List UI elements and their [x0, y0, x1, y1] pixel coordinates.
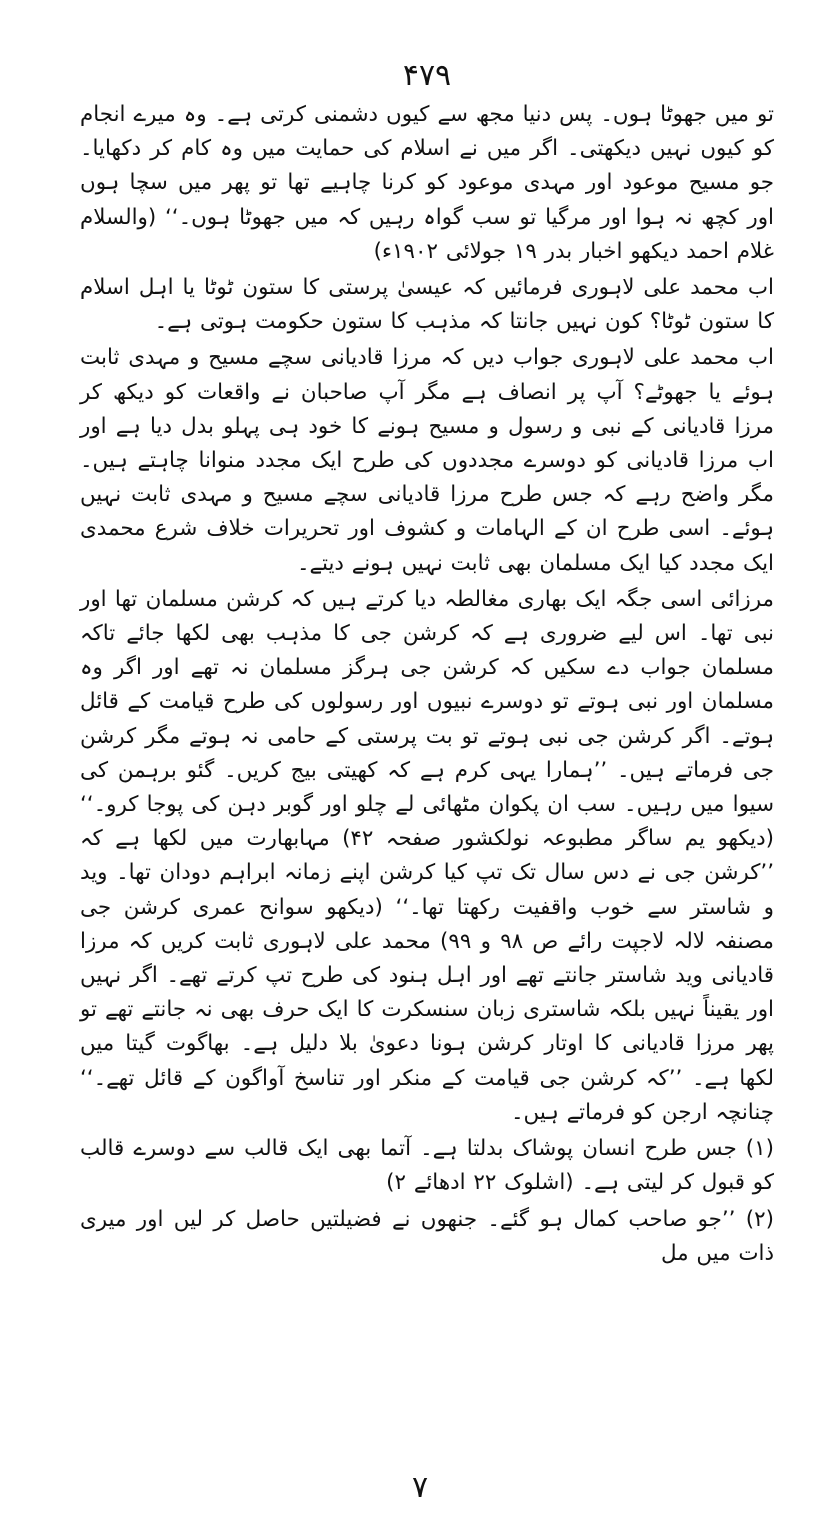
paragraph-pillar-question: اب محمد علی لاہوری فرمائیں کہ عیسیٰ پرستی کا ستون ٹوٹا یا اہل اسلام کا ستون ٹوٹا؟ کون نہیں جانتا کہ مذہب کا ستون حکومت ہوتی ہے۔ [80, 275, 774, 335]
paragraph-krishna-argument: مرزائی اسی جگہ ایک بھاری مغالطہ دیا کرتے ہیں کہ کرشن مسلمان تھا اور نبی تھا۔ اس لیے ضروری ہے کہ کرشن جی کا مذہب بھی لکھا جائے تاکہ مسلمان جواب دے سکیں کہ کرشن جی ہرگز مسلمان نہ تھے اور اگر وہ مسلمان اور نبی ہوتے تو دوسرے نبیوں اور رسولوں کی طرح قیامت کے قائل ہوتے۔ اگر کرشن جی نبی ہوتے تو بت پرستی کے حامی نہ ہوتے مگر کرشن جی فرماتے ہیں۔ ’’ہمارا یہی کرم ہے کہ کھیتی بیج کریں۔ گئو برہمن کی سیوا میں رہیں۔ سب ان پکوان مٹھائی لے چلو اور گوبر دہن کی پوجا کرو۔‘‘ (دیکھو یم ساگر مطبوعہ نولکشور صفحہ ۴۲) مہابھارت میں لکھا ہے کہ ’’کرشن جی نے دس سال تک تپ کیا کرشن اپنے زمانہ ابراہم دودان تھا۔ وید و شاستر سے خوب واقفیت رکھتا تھا۔‘‘ (دیکھو سوانح عمری کرشن جی مصنفہ لالہ لاجپت رائے ص ۹۸ و ۹۹) محمد علی لاہوری ثابت کریں کہ مرزا قادیانی وید شاستر جانتے تھے اور اہل ہنود کی طرح تپ کرتے تھے۔ اگر نہیں اور یقیناً نہیں بلکہ شاستری زبان سنسکرت کا ایک حرف بھی نہ جانتے تھے تو پھر مرزا قادیانی کا اوتار کرشن ہونا دعویٰ بلا دلیل ہے۔ بھاگوت گیتا میں لکھا ہے۔ ’’کہ کرشن جی قیامت کے منکر اور تناسخ آواگون کے قائل تھے۔‘‘ چنانچہ ارجن کو فرماتے ہیں۔ [80, 586, 774, 1125]
page-footer-mark: ۷ [411, 1470, 429, 1505]
paragraph-mujaddid-claim: اب محمد علی لاہوری جواب دیں کہ مرزا قادیانی سچے مسیح و مہدی ثابت ہوئے یا جھوٹے؟ آپ پر انصاف ہے مگر آپ صاحبان نے واقعات کو دیکھ کر مرزا قادیانی کے نبی و رسول و مسیح ہونے کا خود ہی پہلو بدل دیا ہے اور اب مرزا قادیانی کو دوسرے مجددوں کی طرح ایک مجدد منوانا چاہتے ہیں۔ مگر واضح رہے کہ جس طرح مرزا قادیانی سچے مسیح و مہدی ثابت نہیں ہوئے۔ اسی طرح ان کے الہامات و کشوف اور تحریرات خلاف شرع محمدی ایک مجدد کیا ایک مسلمان بھی ثابت نہیں ہونے دیتے۔ [80, 345, 774, 576]
page-body-text [80, 98, 774, 1271]
list-item-verse-two: (۲) ’’جو صاحب کمال ہو گئے۔ جنھوں نے فضیلتیں حاصل کر لیں اور میری ذات میں مل [80, 1206, 774, 1266]
page-number: ۴۷۹ [402, 58, 452, 93]
paragraph-quote-ending: تو میں جھوٹا ہوں۔ پس دنیا مجھ سے کیوں دشمنی کرتی ہے۔ وہ میرے انجام کو کیوں نہیں دیکھتی۔ اگر میں نے اسلام کی حمایت میں وہ کام کر دکھایا۔ جو مسیح موعود اور مہدی موعود کو کرنا چاہیے تھا تو پھر میں سچا ہوں اور کچھ نہ ہوا اور مرگیا تو سب گواہ رہیں کہ میں جھوٹا ہوں۔‘‘ (والسلام غلام احمد دیکھو اخبار بدر ۱۹ جولائی ۱۹۰۲ء) [80, 102, 774, 264]
list-item-verse-one: (۱) جس طرح انسان پوشاک بدلتا ہے۔ آتما بھی ایک قالب سے دوسرے قالب کو قبول کر لیتی ہے۔ (اشلوک ۲۲ ادھائے ۲) [80, 1136, 774, 1196]
